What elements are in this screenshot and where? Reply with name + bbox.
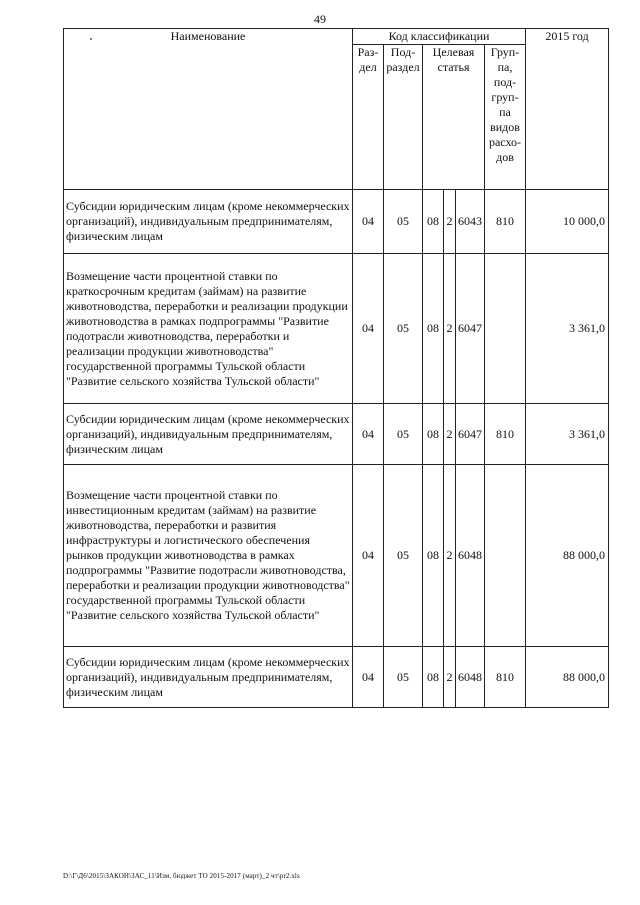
row-sum: 88 000,0	[526, 647, 609, 708]
header-section: Раз- дел	[353, 45, 384, 190]
table-row	[64, 647, 609, 708]
row-sum: 3 361,0	[526, 404, 609, 465]
row-razdel: 04	[353, 465, 384, 647]
row-sum: 10 000,0	[526, 190, 609, 254]
row-cs2: 2	[444, 254, 456, 404]
table-row	[64, 190, 609, 254]
file-path-footer: D:\Г\Д6\2015\ЗАКОН\ЗАС_11\Изм. бюджет ТО 2015-2017 (март)_2 чт\pr2.xls	[63, 872, 300, 880]
row-cs1: 08	[423, 254, 444, 404]
row-name: Субсидии юридическим лицам (кроме некоммерческих организаций), индивидуальным предпринимателям, физическим лицам	[64, 404, 353, 465]
row-razdel: 04	[353, 254, 384, 404]
row-cs1: 08	[423, 647, 444, 708]
row-razdel: 04	[353, 190, 384, 254]
header-expense-group: Груп- па, под- груп- па видов расхо- дов	[485, 45, 526, 190]
row-cs3: 6043	[456, 190, 485, 254]
row-name: Субсидии юридическим лицам (кроме некоммерческих организаций), индивидуальным предпринимателям, физическим лицам	[64, 647, 353, 708]
table-row	[64, 254, 609, 404]
header-row-top	[64, 29, 609, 45]
budget-table	[63, 28, 609, 708]
row-cs1: 08	[423, 465, 444, 647]
row-podrazdel: 05	[384, 647, 423, 708]
row-podrazdel: 05	[384, 254, 423, 404]
row-cs3: 6047	[456, 254, 485, 404]
row-cs3: 6047	[456, 404, 485, 465]
row-vr: 810	[485, 404, 526, 465]
table-row	[64, 465, 609, 647]
row-podrazdel: 05	[384, 190, 423, 254]
row-vr	[485, 254, 526, 404]
row-cs2: 2	[444, 404, 456, 465]
header-target-article: Целевая статья	[423, 45, 485, 190]
row-razdel: 04	[353, 404, 384, 465]
row-vr: 810	[485, 190, 526, 254]
row-vr	[485, 465, 526, 647]
row-cs1: 08	[423, 404, 444, 465]
row-cs2: 2	[444, 465, 456, 647]
row-cs3: 6048	[456, 647, 485, 708]
row-razdel: 04	[353, 647, 384, 708]
row-vr: 810	[485, 647, 526, 708]
row-name: Возмещение части процентной ставки по инвестиционным кредитам (займам) на развитие животноводства, переработки и развития инфраструктуры и логистического обеспечения рынков продукции животноводства в рамках подпрограммы "Развитие подотрасли животноводства, переработки и реализации продукции животноводства" государственной программы Тульской области "Развитие сельского хозяйства Тульской области"	[64, 465, 353, 647]
row-cs2: 2	[444, 647, 456, 708]
row-name: Возмещение части процентной ставки по краткосрочным кредитам (займам) на развитие животноводства, переработки и реализации продукции животноводства в рамках подпрограммы "Развитие подотрасли животноводства, переработки и реализации продукции животноводства" государственной программы Тульской области "Развитие сельского хозяйства Тульской области"	[64, 254, 353, 404]
page-number: 49	[314, 12, 326, 26]
row-name: Субсидии юридическим лицам (кроме некоммерческих организаций), индивидуальным предпринимателям, физическим лицам	[64, 190, 353, 254]
row-podrazdel: 05	[384, 404, 423, 465]
header-year: 2015 год	[526, 29, 609, 190]
row-podrazdel: 05	[384, 465, 423, 647]
row-sum: 3 361,0	[526, 254, 609, 404]
row-cs3: 6048	[456, 465, 485, 647]
row-sum: 88 000,0	[526, 465, 609, 647]
table-row	[64, 404, 609, 465]
header-name: Наименование	[64, 29, 353, 190]
header-code-group: Код классификации	[353, 29, 526, 45]
header-subsection: Под- раздел	[384, 45, 423, 190]
row-cs2: 2	[444, 190, 456, 254]
row-cs1: 08	[423, 190, 444, 254]
